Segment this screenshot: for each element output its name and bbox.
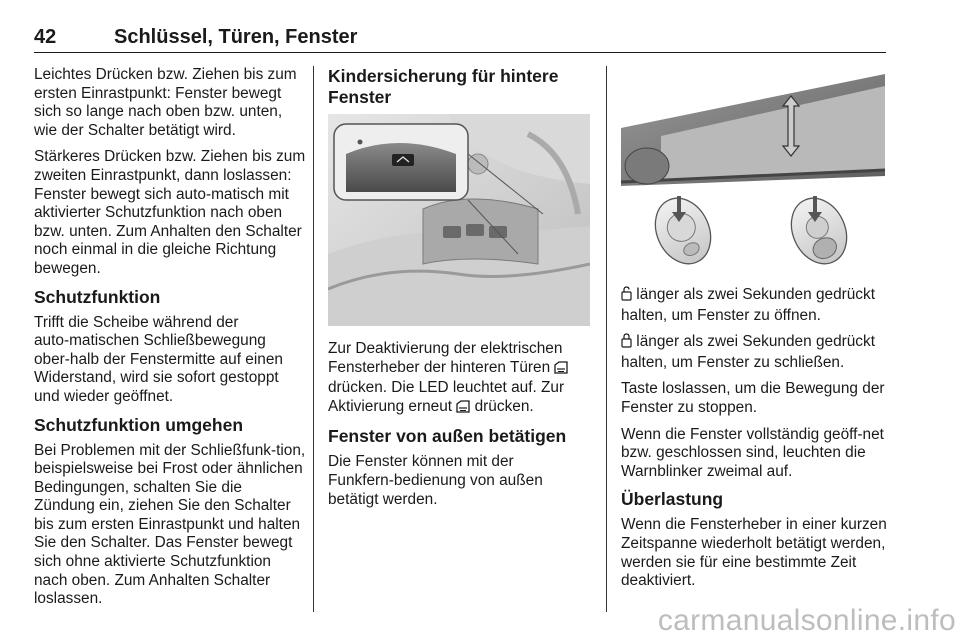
column-middle xyxy=(328,66,590,517)
column-right xyxy=(621,66,887,599)
page-header xyxy=(34,26,886,53)
paragraph xyxy=(621,333,887,372)
paragraph-text: länger als zwei Sekunden gedrückt halten, um Fenster zu schließen. xyxy=(621,333,875,371)
paragraph: Trifft die Scheibe während der auto‑matischen Schließbewegung ober‑halb der Fenstermitte auf einen Widerstand, wird sie sofort gestoppt und wieder geöffnet. xyxy=(34,313,283,405)
heading-ueberlastung: Überlastung xyxy=(621,489,724,510)
paragraph xyxy=(328,340,590,418)
window-key-illustration xyxy=(621,66,885,276)
child-lock-window-icon xyxy=(554,361,568,380)
heading-schutzfunktion-umgehen: Schutzfunktion umgehen xyxy=(34,414,244,435)
heading-fenster-von-aussen: Fenster von außen betätigen xyxy=(328,426,567,447)
paragraph: Bei Problemen mit der Schließfunk‑tion, beispielsweise bei Frost oder ähnlichen Bedingungen, schalten Sie die Zündung ein, ziehen Sie den Schalter bis zum ersten Einrastpunkt und halten Sie den Schalter. Das Fenster bewegt sich ohne aktivierte Schutzfunktion nach oben. Zum Anhalten Schalter loslassen. xyxy=(34,441,306,608)
paragraph-text: Zur Deaktivierung der elektrischen Fensterheber der hinteren Türen xyxy=(328,340,563,376)
paragraph: Leichtes Drücken bzw. Ziehen bis zum ersten Einrastpunkt: Fenster bewegt sich so lange nach oben bzw. unten, wie der Schalter betätigt wird. xyxy=(34,66,297,139)
heading-schutzfunktion: Schutzfunktion xyxy=(34,286,161,307)
paragraph: Taste loslassen, um die Bewegung der Fenster zu stoppen. xyxy=(621,380,885,416)
column-divider xyxy=(606,66,607,612)
column-divider xyxy=(313,66,314,612)
lock-key-icon xyxy=(621,333,632,354)
watermark: carmanualsonline.info xyxy=(657,604,956,637)
page-number: 42 xyxy=(34,26,57,48)
child-lock-window-icon xyxy=(456,400,470,419)
paragraph: Wenn die Fenster vollständig geöff‑net bzw. geschlossen sind, leuchten die Warnblinker zweimal auf. xyxy=(621,425,884,480)
unlock-key-icon xyxy=(621,286,632,307)
paragraph-text: drücken. xyxy=(474,397,534,415)
heading-kindersicherung: Kindersicherung für hintere Fenster xyxy=(328,66,559,107)
paragraph: Die Fenster können mit der Funkfern‑bedienung von außen betätigt werden. xyxy=(328,453,543,508)
paragraph: Stärkeres Drücken bzw. Ziehen bis zum zweiten Einrastpunkt, dann loslassen: Fenster bewegt sich auto‑matisch mit aktivierter Schutzfunktion nach oben bzw. unten. Zum Anhalten den Schalter noch einmal in die gleiche Richtung bewegen. xyxy=(34,148,306,277)
paragraph-text: länger als zwei Sekunden gedrückt halten, um Fenster zu öffnen. xyxy=(621,286,875,324)
door-switch-illustration xyxy=(328,114,590,326)
paragraph: Wenn die Fensterheber in einer kurzen Zeitspanne wiederholt betätigt werden, werden sie für eine bestimmte Zeit deaktiviert. xyxy=(621,516,887,590)
paragraph xyxy=(621,286,887,325)
column-left xyxy=(34,66,306,617)
section-title: Schlüssel, Türen, Fenster xyxy=(114,26,358,48)
paragraph-text: drücken. Die LED leuchtet auf. Zur Aktivierung erneut xyxy=(328,379,565,415)
